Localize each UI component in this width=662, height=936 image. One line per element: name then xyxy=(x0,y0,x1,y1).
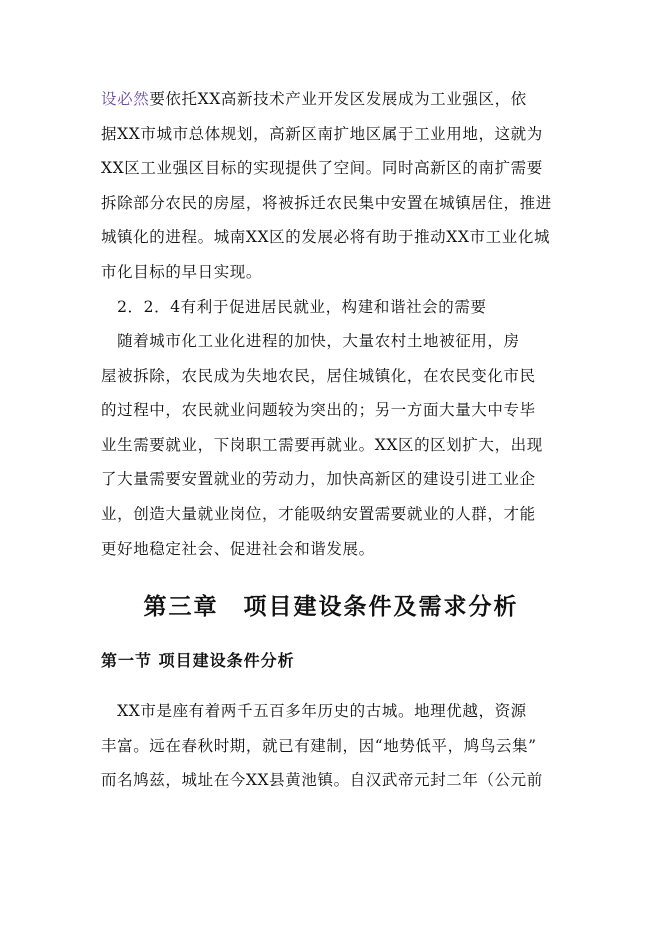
paragraph-lead-text: 设必然 xyxy=(101,90,150,108)
text-line: XX区工业强区目标的实现提供了空间。同时高新区的南扩需要 xyxy=(101,159,543,178)
paragraph-city-history xyxy=(101,694,559,798)
text-line: 市化目标的早日实现。 xyxy=(101,262,263,281)
section-title: 第一节 项目建设条件分析 xyxy=(101,651,295,670)
text-line: 而名鸠兹，城址在今XX县黄池镇。自汉武帝元封二年（公元前 xyxy=(101,771,543,790)
text-line: 业生需要就业，下岗职工需要再就业。XX区的区划扩大，出现 xyxy=(101,435,543,454)
text-line: 屋被拆除，农民成为失地农民，居住城镇化，在农民变化市民 xyxy=(101,366,536,385)
text-line: 城镇化的进程。城南XX区的发展必将有助于推动XX市工业化城 xyxy=(101,228,551,247)
text-line: 丰富。远在春秋时期，就已有建制，因“地势低平，鸠鸟云集” xyxy=(101,736,537,755)
paragraph-employment xyxy=(101,324,559,566)
text-line: 设必然要依托XX高新技术产业开发区发展成为工业强区，依 xyxy=(101,90,527,108)
subsection-heading: 2．2．4有利于促进居民就业，构建和谐社会的需要 xyxy=(101,298,487,316)
text-line: 更好地稳定社会、促进社会和谐发展。 xyxy=(101,539,375,558)
text-line: 随着城市化工业化进程的加快，大量农村土地被征用，房 xyxy=(101,332,520,350)
text-line: 拆除部分农民的房屋，将被拆迁农民集中安置在城镇居住，推进 xyxy=(101,193,552,212)
text-line: 的过程中，农民就业问题较为突出的；另一方面大量大中专毕 xyxy=(101,401,536,420)
chapter-title: 第三章 项目建设条件及需求分析 xyxy=(143,594,519,620)
text-line: 据XX市城市总体规划，高新区南扩地区属于工业用地，这就为 xyxy=(101,124,543,143)
text-line: 了大量需要安置就业的劳动力，加快高新区的建设引进工业企 xyxy=(101,470,536,489)
text-line: 业，创造大量就业岗位，才能吸纳安置需要就业的人群，才能 xyxy=(101,504,536,523)
paragraph-urbanization xyxy=(101,82,559,290)
text-line: XX市是座有着两千五百多年历史的古城。地理优越，资源 xyxy=(101,702,527,720)
